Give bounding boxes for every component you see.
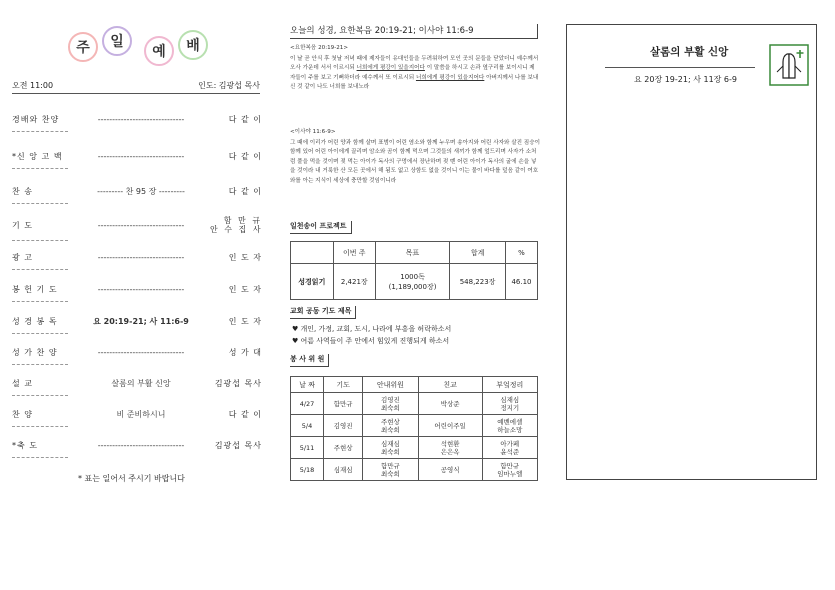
name: 은은옥 (440, 447, 460, 456)
duty-guide (363, 459, 418, 481)
duty-table (290, 376, 538, 481)
sermon-title: 살롬의 부활 신앙 (650, 46, 729, 58)
order-right: 인 도 자 (228, 316, 262, 326)
prayer-list (292, 323, 451, 347)
heart-icon: ♥ (292, 337, 299, 345)
duty-header-cell: 안내위원 (363, 377, 418, 393)
title-char: 배 (178, 30, 208, 60)
duty-prayer: 함만규 (324, 393, 363, 415)
project-total: 548,223장 (450, 264, 506, 300)
worship-title (68, 26, 218, 66)
duty-header-cell: 친교 (418, 377, 482, 393)
divider (12, 333, 68, 334)
sermon-panel (566, 24, 817, 480)
prayer-item-text: 여름 사역들이 주 안에서 힘있게 진행되게 하소서 (300, 337, 450, 345)
passage-ref: <요한복음 20:19-21> (290, 45, 349, 51)
duty-kitchen (482, 437, 537, 459)
order-right: 다 같 이 (228, 114, 262, 124)
order-row (12, 250, 262, 264)
order-label: *신 앙 고 백 (12, 151, 63, 161)
passage-john (290, 44, 540, 93)
order-label: *축 도 (12, 440, 38, 450)
project-header-cell: % (505, 242, 537, 264)
title-char: 일 (102, 26, 132, 56)
duty-fellowship (418, 437, 482, 459)
duty-prayer: 김영진 (324, 415, 363, 437)
order-right: 인 도 자 (228, 284, 262, 294)
divider (12, 364, 68, 365)
scripture-title: 오늘의 성경, 요한복음 20:19-21; 이사야 11:6-9 (290, 24, 538, 39)
order-mid: ------------------------------ (97, 151, 185, 161)
order-right: 다 같 이 (228, 409, 262, 419)
name: 석현환 (440, 439, 460, 448)
order-mid: 살롬의 부활 신앙 (111, 378, 171, 388)
name: 최숙희 (381, 403, 400, 412)
order-row (12, 438, 262, 452)
duty-kitchen (482, 393, 537, 415)
order-mid: ------------------------------ (97, 220, 185, 230)
duty-guide (363, 393, 418, 415)
order-label: 성 경 봉 독 (12, 316, 58, 326)
order-mid: ------------------------------ (97, 284, 185, 294)
order-mid: ------------------------------ (97, 440, 185, 450)
name: 정지기 (500, 403, 520, 412)
prayer-item (292, 323, 451, 335)
passage-text-part: 아버지께서 나를 보내신 것 같이 나도 너희를 보내노라 (290, 74, 539, 91)
order-label: 봉 헌 기 도 (12, 284, 58, 294)
project-percent: 46.10 (505, 264, 537, 300)
order-label: 성 가 찬 양 (12, 347, 58, 357)
passage-isaiah (290, 128, 540, 187)
title-char: 주 (68, 32, 98, 62)
order-label: 설 교 (12, 378, 33, 388)
service-leader: 인도: 김광섭 목사 (198, 81, 260, 90)
service-header (12, 80, 260, 94)
order-label: 찬 양 (12, 409, 33, 419)
order-mid: ------------------------------ (97, 347, 185, 357)
duty-fellowship: 어린이주일 (418, 415, 482, 437)
passage-text-part: 이 날 곧 안식 후 첫날 저녁 때에 제자들이 유대인들을 두려워하여 모인 곳의 문들을 닫았더니 예수께서 오사 가운데 서서 이르시되 (290, 55, 539, 72)
order-mid: 비 준비하시니 (116, 409, 166, 419)
project-header-cell: 이번 주 (333, 242, 375, 264)
order-mid: 요 20:19-21; 사 11:6-9 (93, 316, 189, 326)
table-row (291, 415, 538, 437)
order-row (12, 314, 262, 328)
project-header-cell: 합계 (450, 242, 506, 264)
project-row-label: 성경읽기 (291, 264, 334, 300)
praying-hands-icon (769, 44, 809, 86)
prayer-leader-name: 함 만 규 (223, 216, 262, 225)
order-row (12, 345, 262, 359)
duty-header-cell: 날 짜 (291, 377, 324, 393)
order-mid: ------------------------------ (97, 252, 185, 262)
table-row (291, 393, 538, 415)
passage-text: 그 때에 이리가 어린 양과 함께 살며 표범이 어린 염소와 함께 누우며 송아지와 어린 사자와 살진 짐승이 함께 있어 어린 아이에게 끌리며 암소와 곰이 함께 먹으며 그것들의 새끼가 함께 엎드리며 사자가 소처럼 풀을 먹을 것이며 젖 먹는 아이가 독사의 구멍에서 장난하며 젖 뗀 어린 아이가 독사의 굴에 손을 넣을 것이라 내 거룩한 산 모든 곳에서 해 됨도 없고 상함도 없을 것이니 이는 물이 바다를 덮음 같이 여호와를 아는 지식이 세상에 충만할 것임이니라 (290, 139, 540, 184)
project-header-cell: 목표 (375, 242, 449, 264)
passage-text-part: 이 말씀을 하시고 손과 옆구리를 보이시니 제자들이 주를 보고 기뻐하더라 예수께서 또 이르시되 (290, 65, 535, 81)
duty-kitchen (482, 459, 537, 481)
duty-prayer: 주현상 (324, 437, 363, 459)
duty-header-cell: 부엌정리 (482, 377, 537, 393)
order-mid: --------- 찬 95 장 --------- (97, 186, 185, 196)
passage-underline: 너희에게 평강이 있을지어다 (356, 65, 425, 72)
order-label: 찬 송 (12, 186, 33, 196)
prayer-item-text: 개인, 가정, 교회, 도시, 나라에 부흥을 허락하소서 (300, 325, 452, 333)
duty-heading: 봉 사 위 원 (290, 354, 329, 367)
order-row (12, 149, 262, 163)
order-row (12, 112, 262, 126)
prayer-heading: 교회 공동 기도 제목 (290, 306, 356, 319)
duty-guide (363, 415, 418, 437)
duty-fellowship: 공영식 (418, 459, 482, 481)
duty-prayer: 심재심 (324, 459, 363, 481)
order-row (12, 282, 262, 296)
passage-underline: 너희에게 평강이 있을지어다 (415, 74, 485, 81)
divider (12, 269, 68, 270)
order-label: 경배와 찬양 (12, 114, 60, 124)
order-row (12, 376, 262, 390)
name: 심재심 (381, 439, 400, 448)
passage-text (290, 55, 540, 93)
passage-ref: <이사야 11:6-9> (290, 129, 336, 135)
order-right (210, 216, 262, 234)
name: 함만규 (381, 461, 400, 470)
order-right: 김광섭 목사 (214, 440, 262, 450)
order-row (12, 215, 262, 235)
name: 하늘소망 (497, 425, 523, 434)
footnote: * 표는 일어서 주시기 바랍니다 (78, 474, 185, 483)
table-row (291, 437, 538, 459)
duty-date: 5/18 (291, 459, 324, 481)
title-char: 예 (144, 36, 174, 66)
order-row (12, 407, 262, 421)
sermon-reference: 요 20장 19-21; 사 11장 6-9 (634, 75, 737, 84)
divider (12, 395, 68, 396)
order-label: 광 고 (12, 252, 33, 262)
name: 최숙희 (381, 425, 400, 434)
order-right: 다 같 이 (228, 151, 262, 161)
divider (605, 67, 755, 68)
name: 김영진 (381, 395, 400, 404)
order-row (12, 184, 262, 198)
project-this-week: 2,421장 (333, 264, 375, 300)
goal-chapters: (1,189,000장) (388, 282, 437, 291)
name: 함만규 (500, 461, 520, 470)
order-right: 인 도 자 (228, 252, 262, 262)
project-table (290, 241, 538, 300)
name: 윤석준 (500, 447, 520, 456)
table-row (291, 459, 538, 481)
name: 최숙희 (381, 469, 400, 478)
order-mid: ------------------------------ (97, 114, 185, 124)
name: 예벤에셀 (497, 417, 523, 426)
prayer-leader-title: 안 수 집 사 (210, 225, 263, 234)
divider (12, 203, 68, 204)
goal-count: 1000독 (400, 272, 425, 281)
project-goal (375, 264, 449, 300)
duty-guide (363, 437, 418, 459)
duty-date: 5/11 (291, 437, 324, 459)
order-right: 성 가 대 (228, 347, 262, 357)
divider (12, 168, 68, 169)
duty-date: 4/27 (291, 393, 324, 415)
project-header-cell (291, 242, 334, 264)
duty-date: 5/4 (291, 415, 324, 437)
duty-kitchen (482, 415, 537, 437)
name: 최숙희 (381, 447, 400, 456)
heart-icon: ♥ (292, 325, 299, 333)
name: 심재심 (500, 395, 520, 404)
order-right: 다 같 이 (228, 186, 262, 196)
order-right: 김광섭 목사 (214, 378, 262, 388)
divider (12, 457, 68, 458)
divider (12, 240, 68, 241)
divider (12, 131, 68, 132)
prayer-item (292, 335, 451, 347)
duty-header-cell: 기도 (324, 377, 363, 393)
service-time: 오전 11:00 (12, 81, 54, 90)
duty-fellowship: 박상준 (418, 393, 482, 415)
name: 아가페 (500, 439, 520, 448)
divider (12, 301, 68, 302)
name: 임마누엘 (497, 469, 523, 478)
project-heading: 일천송이 프로젝트 (290, 221, 352, 234)
divider (12, 426, 68, 427)
order-label: 기 도 (12, 220, 33, 230)
name: 주현상 (381, 417, 400, 426)
